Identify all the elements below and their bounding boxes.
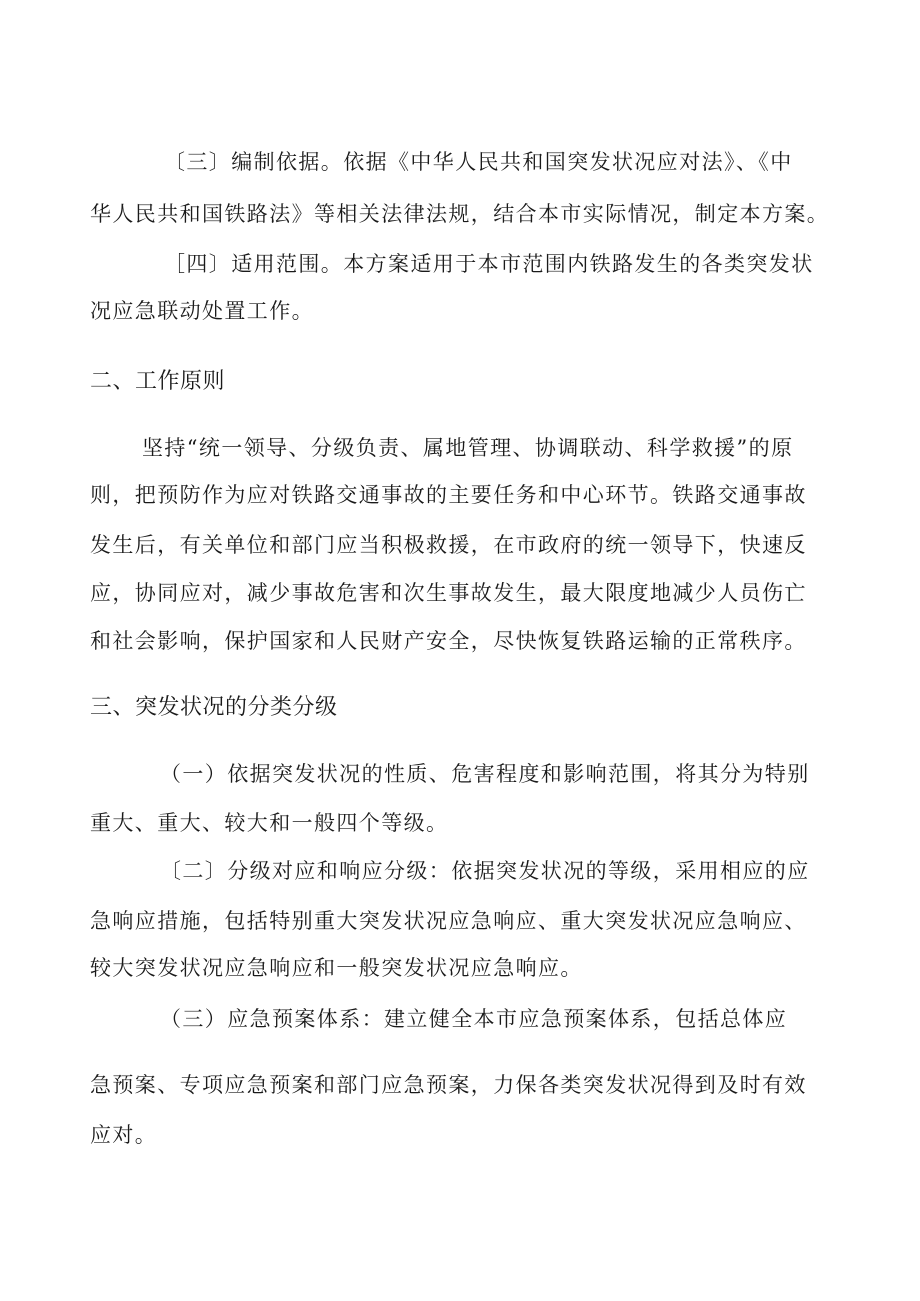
paragraph-classification-1-line-2: 重大、重大、较大和一般四个等级。: [90, 811, 449, 835]
paragraph-principles-line-1: 坚持“统一领导、分级负责、属地管理、协调联动、科学救援”的原: [142, 436, 794, 460]
paragraph-classification-3-line-2: 急预案、专项应急预案和部门应急预案，力保各类突发状况得到及时有效: [90, 1073, 807, 1097]
paragraph-scope-line-2: 况应急联动处置工作。: [90, 299, 314, 323]
section-heading-classification: 三、突发状况的分类分级: [90, 695, 338, 720]
paragraph-classification-3-line-3: 应对。: [90, 1123, 158, 1147]
paragraph-classification-2-line-3: 较大突发状况应急响应和一般突发状况应急响应。: [90, 956, 583, 980]
paragraph-scope-line-1: ［四〕适用范围。本方案适用于本市范围内铁路发生的各类突发状: [164, 252, 814, 276]
paragraph-principles-line-2: 则，把预防作为应对铁路交通事故的主要任务和中心环节。铁路交通事故: [90, 483, 807, 507]
paragraph-principles-line-3: 发生后，有关单位和部门应当积极救援，在市政府的统一领导下，快速反: [90, 533, 807, 557]
paragraph-classification-2-line-2: 急响应措施，包括特别重大突发状况应急响应、重大突发状况应急响应、: [90, 909, 807, 933]
paragraph-principles-line-5: 和社会影响，保护国家和人民财产安全，尽快恢复铁路运输的正常秩序。: [90, 629, 807, 653]
paragraph-compilation-basis-line-2: 华人民共和国铁路法》等相关法律法规，结合本市实际情况，制定本方案。: [90, 202, 830, 226]
section-heading-work-principles: 二、工作原则: [90, 369, 226, 394]
paragraph-principles-line-4: 应，协同应对，减少事故危害和次生事故发生，最大限度地减少人员伤亡: [90, 581, 807, 605]
paragraph-classification-1-line-1: （一）依据突发状况的性质、危害程度和影响范围，将其分为特别: [160, 762, 810, 786]
paragraph-compilation-basis-line-1: 〔三〕编制依据。依据《中华人民共和国突发状况应对法》、《中: [164, 150, 793, 174]
paragraph-classification-3-line-1: （三）应急预案体系：建立健全本市应急预案体系，包括总体应: [160, 1007, 788, 1031]
paragraph-classification-2-line-1: 〔二〕分级对应和响应分级：依据突发状况的等级，采用相应的应: [160, 859, 810, 883]
